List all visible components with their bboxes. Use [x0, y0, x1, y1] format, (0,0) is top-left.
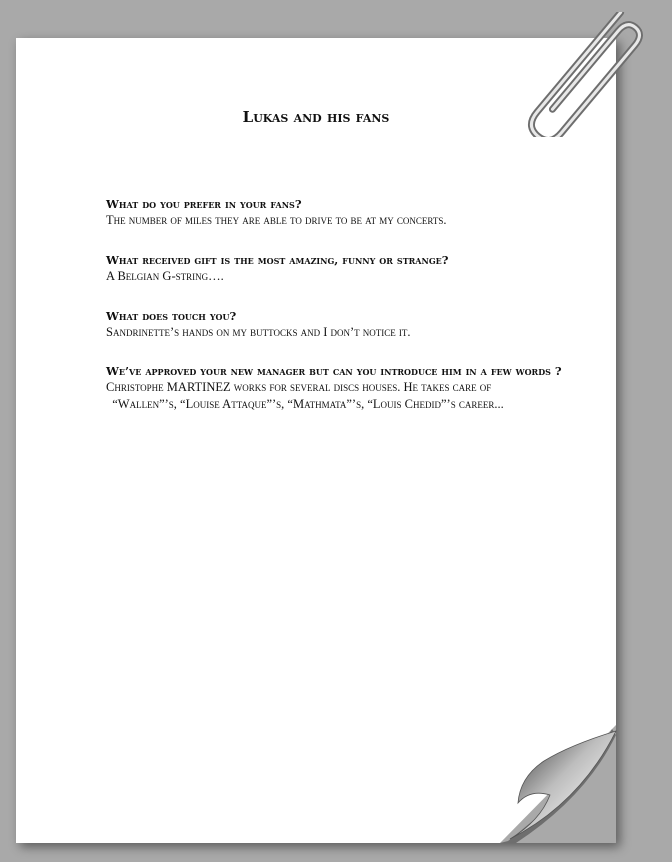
answer-text: Christophe MARTINEZ works for several discs houses. He takes care of “Wallen”’s, “Louise Attaque”’s, “Mathmata”’s, “Louis Chedid”’s career... [106, 380, 504, 411]
document-title: Lukas and his fans [242, 108, 390, 126]
qa-list [106, 196, 576, 436]
answer-text: A Belgian G-string…. [106, 269, 224, 283]
document-page [16, 38, 616, 843]
qa-item [106, 196, 576, 229]
qa-item [106, 252, 576, 285]
qa-item [106, 363, 576, 413]
qa-item [106, 308, 576, 341]
question-text: What do you prefer in your fans? [106, 197, 302, 211]
question-text: We’ve approved your new manager but can you introduce him in a few words ? [106, 364, 562, 378]
page-curl-icon [500, 725, 630, 850]
question-text: What does touch you? [106, 309, 237, 323]
paperclip-icon [520, 12, 645, 137]
answer-text: The number of miles they are able to drive to be at my concerts. [106, 213, 447, 227]
question-text: What received gift is the most amazing, funny or strange? [106, 253, 449, 267]
answer-text: Sandrinette’s hands on my buttocks and I don’t notice it. [106, 325, 411, 339]
